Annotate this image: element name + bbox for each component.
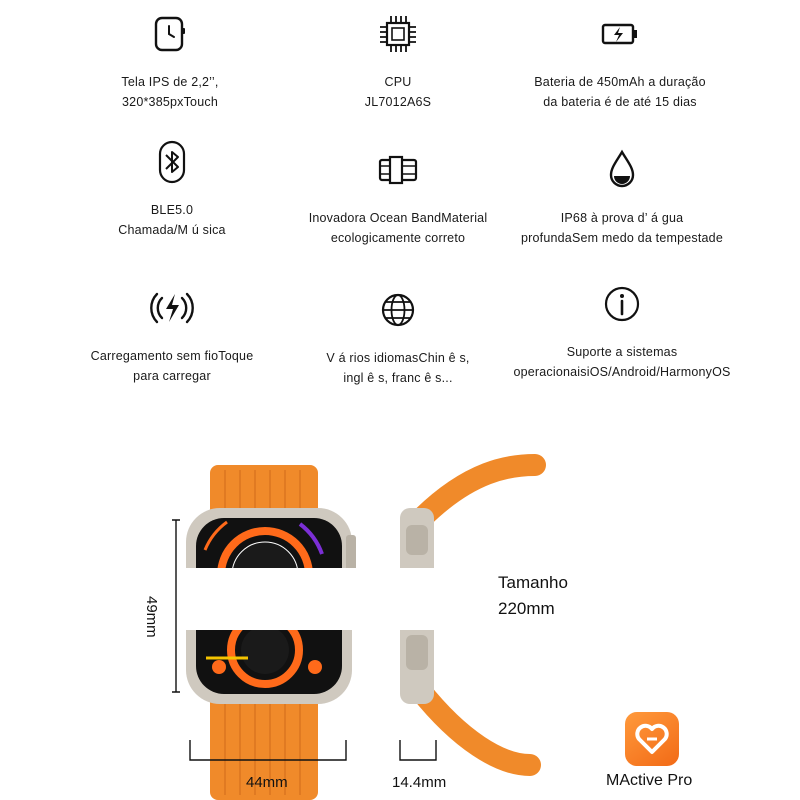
- feature-cpu: [268, 12, 528, 112]
- width-dimension-label: 44mm: [246, 774, 288, 791]
- feature-line: profundaSem medo da tempestade: [521, 231, 723, 245]
- feature-line: CPU: [384, 75, 412, 89]
- globe-icon: [376, 288, 420, 332]
- app-name: MActive Pro: [606, 772, 693, 789]
- feature-os-support: [492, 282, 752, 382]
- wireless-charging-icon: [150, 286, 194, 330]
- feature-line: Carregamento sem fioToque: [90, 349, 254, 363]
- strap-icon: [376, 148, 420, 192]
- height-dimension-label: 49mm: [143, 596, 160, 638]
- feature-line: ecologicamente correto: [330, 231, 466, 245]
- feature-line: para carregar: [133, 369, 211, 383]
- heart-app-icon: [625, 712, 679, 766]
- feature-line: ingl ê s, franc ê s...: [343, 371, 453, 385]
- info-icon: [600, 282, 644, 326]
- feature-battery: [490, 12, 750, 112]
- watch-icon: [148, 12, 192, 56]
- feature-bluetooth: [42, 140, 302, 240]
- feature-line: IP68 à prova d’ á gua: [560, 211, 684, 225]
- battery-icon: [598, 12, 642, 56]
- feature-line: Tela IPS de 2,2’’,: [121, 75, 219, 89]
- feature-line: BLE5.0: [150, 203, 194, 217]
- label-band: [180, 568, 460, 630]
- feature-line: V á rios idiomasChin ê s,: [326, 351, 470, 365]
- feature-line: Suporte a sistemas: [566, 345, 678, 359]
- feature-line: Chamada/M ú sica: [118, 223, 226, 237]
- feature-line: operacionaisiOS/Android/HarmonyOS: [513, 365, 731, 379]
- chip-icon: [376, 12, 420, 56]
- bluetooth-icon: [150, 140, 194, 184]
- feature-waterproof: [492, 148, 752, 248]
- feature-charging: [42, 286, 302, 386]
- feature-line: Inovadora Ocean BandMaterial: [308, 211, 488, 225]
- feature-line: JL7012A6S: [364, 95, 432, 109]
- feature-line: 320*385pxTouch: [122, 95, 218, 109]
- watch-dimensions-illustration: [0, 440, 800, 800]
- water-drop-icon: [600, 148, 644, 192]
- size-title: Tamanho: [498, 573, 568, 592]
- depth-dimension-label: 14.4mm: [392, 774, 447, 791]
- size-value: 220mm: [498, 599, 555, 618]
- feature-line: Bateria de 450mAh a duração: [534, 75, 706, 89]
- feature-strap: [268, 148, 528, 248]
- feature-line: da bateria é de até 15 dias: [543, 95, 697, 109]
- feature-screen: [40, 12, 300, 112]
- feature-languages: [268, 288, 528, 388]
